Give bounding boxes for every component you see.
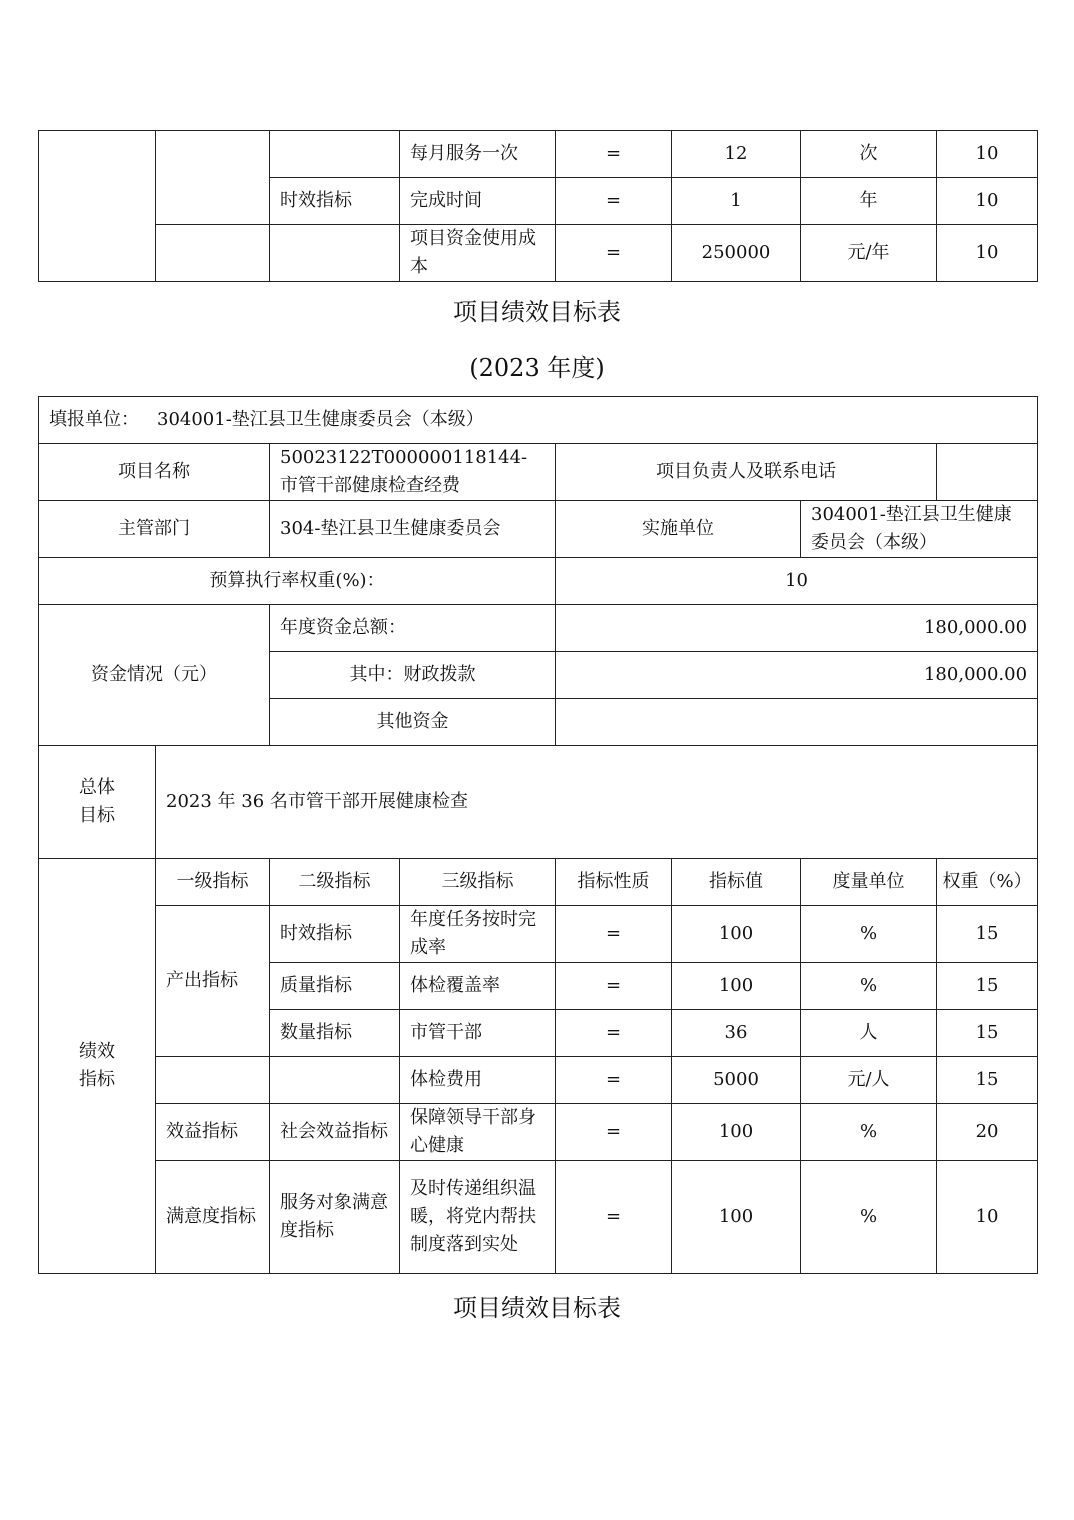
header-unit: 度量单位 (801, 859, 937, 906)
benefit-label: 效益指标 (156, 1104, 270, 1161)
value-cell: 100 (672, 1104, 801, 1161)
header-weight: 权重（%） (937, 859, 1038, 906)
funds-fiscal-label: 其中：财政拨款 (270, 652, 556, 699)
nature-cell: = (556, 906, 672, 963)
nature-cell: = (556, 225, 672, 282)
contact-value (937, 444, 1038, 501)
goal-value: 2023 年 36 名市管干部开展健康检查 (156, 746, 1038, 859)
project-name-value: 50023122T000000118144-市管干部健康检查经费 (270, 444, 556, 501)
weight-cell: 10 (937, 1161, 1038, 1274)
unit-cell: 元/年 (801, 225, 937, 282)
lvl3-cell: 体检费用 (400, 1057, 556, 1104)
fill-unit-value: 304001-垫江县卫生健康委员会（本级） (157, 409, 484, 430)
value-cell: 1 (672, 178, 801, 225)
lvl2-cell: 服务对象满意度指标 (270, 1161, 400, 1274)
weight-cell: 15 (937, 906, 1038, 963)
funds-label: 资金情况（元） (39, 605, 270, 746)
value-cell: 36 (672, 1010, 801, 1057)
unit-cell: % (801, 1161, 937, 1274)
lvl2-cell: 数量指标 (270, 1010, 400, 1057)
value-cell: 5000 (672, 1057, 801, 1104)
impl-value: 304001-垫江县卫生健康委员会（本级） (801, 501, 1038, 558)
empty-cell (156, 131, 270, 225)
satisfaction-label: 满意度指标 (156, 1161, 270, 1274)
lvl2-cell: 社会效益指标 (270, 1104, 400, 1161)
weight-cell: 20 (937, 1104, 1038, 1161)
nature-cell: = (556, 178, 672, 225)
lvl2-cell: 时效指标 (270, 178, 400, 225)
header-lvl2: 二级指标 (270, 859, 400, 906)
value-cell: 100 (672, 963, 801, 1010)
value-cell: 100 (672, 906, 801, 963)
nature-cell: = (556, 1104, 672, 1161)
output-label: 产出指标 (156, 906, 270, 1057)
weight-cell: 15 (937, 963, 1038, 1010)
lvl3-cell: 完成时间 (400, 178, 556, 225)
contact-label: 项目负责人及联系电话 (556, 444, 937, 501)
project-name-label: 项目名称 (39, 444, 270, 501)
page-subtitle: (2023 年度) (469, 354, 605, 382)
value-cell: 250000 (672, 225, 801, 282)
budget-label: 预算执行率权重(%)： (39, 558, 556, 605)
weight-cell: 10 (937, 131, 1038, 178)
empty-cell (156, 1057, 270, 1104)
next-page-title: 项目绩效目标表 (453, 1294, 621, 1322)
empty-cell (156, 225, 270, 282)
header-value: 指标值 (672, 859, 801, 906)
unit-cell: % (801, 1104, 937, 1161)
lvl2-cell (270, 131, 400, 178)
value-cell: 100 (672, 1161, 801, 1274)
page-title: 项目绩效目标表 (453, 298, 621, 326)
lvl3-cell: 保障领导干部身心健康 (400, 1104, 556, 1161)
nature-cell: = (556, 131, 672, 178)
dept-value: 304-垫江县卫生健康委员会 (270, 501, 556, 558)
top-continuation-table (38, 130, 1038, 282)
perf-label: 绩效指标 (39, 859, 156, 1274)
dept-label: 主管部门 (39, 501, 270, 558)
fill-unit-row (39, 397, 1038, 444)
unit-cell: 人 (801, 1010, 937, 1057)
lvl3-cell: 市管干部 (400, 1010, 556, 1057)
unit-cell: 元/人 (801, 1057, 937, 1104)
nature-cell: = (556, 1010, 672, 1057)
lvl2-cell (270, 225, 400, 282)
lvl2-cell (270, 1057, 400, 1104)
nature-cell: = (556, 1161, 672, 1274)
funds-fiscal-value: 180,000.00 (556, 652, 1038, 699)
budget-value: 10 (556, 558, 1038, 605)
performance-goal-table (38, 396, 1038, 1274)
weight-cell: 15 (937, 1010, 1038, 1057)
funds-other-value (556, 699, 1038, 746)
lvl3-cell: 每月服务一次 (400, 131, 556, 178)
lvl2-cell: 时效指标 (270, 906, 400, 963)
funds-total-value: 180,000.00 (556, 605, 1038, 652)
goal-label: 总体目标 (39, 746, 156, 859)
nature-cell: = (556, 1057, 672, 1104)
lvl3-cell: 年度任务按时完成率 (400, 906, 556, 963)
weight-cell: 10 (937, 178, 1038, 225)
funds-total-label: 年度资金总额： (270, 605, 556, 652)
unit-cell: 次 (801, 131, 937, 178)
unit-cell: 年 (801, 178, 937, 225)
funds-other-label: 其他资金 (270, 699, 556, 746)
weight-cell: 10 (937, 225, 1038, 282)
weight-cell: 15 (937, 1057, 1038, 1104)
empty-cell (39, 131, 156, 282)
lvl3-cell: 项目资金使用成本 (400, 225, 556, 282)
lvl2-cell: 质量指标 (270, 963, 400, 1010)
lvl3-cell: 体检覆盖率 (400, 963, 556, 1010)
lvl3-cell: 及时传递组织温暖，将党内帮扶制度落到实处 (400, 1161, 556, 1274)
unit-cell: % (801, 906, 937, 963)
value-cell: 12 (672, 131, 801, 178)
nature-cell: = (556, 963, 672, 1010)
impl-label: 实施单位 (556, 501, 801, 558)
header-nature: 指标性质 (556, 859, 672, 906)
header-lvl3: 三级指标 (400, 859, 556, 906)
unit-cell: % (801, 963, 937, 1010)
fill-unit-label: 填报单位： (49, 409, 139, 430)
header-lvl1: 一级指标 (156, 859, 270, 906)
